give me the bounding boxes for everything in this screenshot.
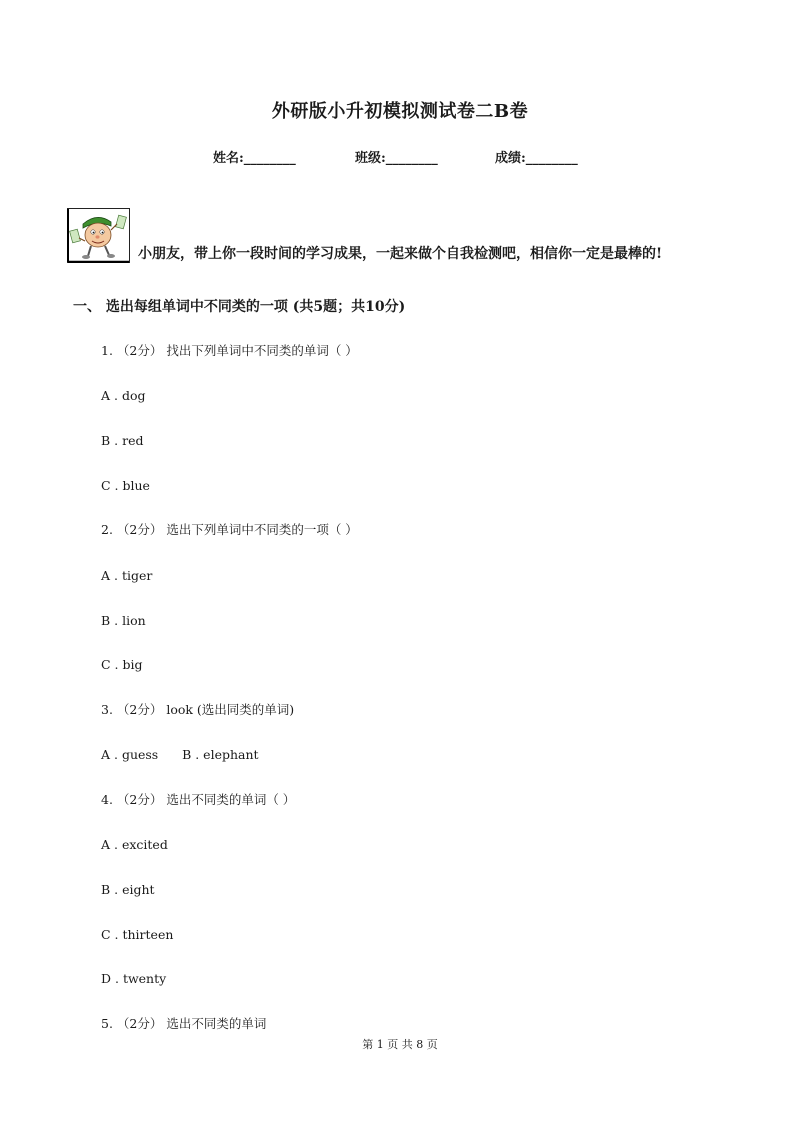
page-footer: 第 1 页 共 8 页 bbox=[362, 1038, 438, 1051]
question-4-option-b[interactable]: B . eight bbox=[101, 882, 155, 897]
question-4-option-a[interactable]: A . excited bbox=[101, 837, 168, 852]
question-1: 1. （2分） 找出下列单词中不同类的单词（ ） bbox=[101, 343, 358, 358]
question-2-option-c[interactable]: C . big bbox=[101, 657, 143, 672]
section-heading: 一、 选出每组单词中不同类的一项 (共5题；共10分) bbox=[73, 299, 406, 315]
question-3: 3. （2分） look (选出同类的单词) bbox=[101, 702, 295, 717]
question-4-option-c[interactable]: C . thirteen bbox=[101, 927, 174, 942]
question-2-option-b[interactable]: B . lion bbox=[101, 613, 146, 628]
class-field: 班级:________ bbox=[355, 151, 438, 166]
mascot-icon bbox=[67, 208, 130, 263]
question-1-option-c[interactable]: C . blue bbox=[101, 478, 150, 493]
question-2: 2. （2分） 选出下列单词中不同类的一项（ ） bbox=[101, 522, 358, 537]
score-field: 成绩:________ bbox=[495, 151, 578, 166]
page-title: 外研版小升初模拟测试卷二B卷 bbox=[271, 101, 529, 122]
question-2-option-a[interactable]: A . tiger bbox=[101, 568, 153, 583]
question-3-options[interactable]: A . guess B . elephant bbox=[101, 747, 259, 762]
question-4: 4. （2分） 选出不同类的单词（ ） bbox=[101, 792, 296, 807]
question-5: 5. （2分） 选出不同类的单词 bbox=[101, 1016, 267, 1031]
question-4-option-d[interactable]: D . twenty bbox=[101, 971, 167, 986]
question-1-option-a[interactable]: A . dog bbox=[101, 388, 146, 403]
name-field: 姓名:________ bbox=[213, 151, 296, 166]
question-1-option-b[interactable]: B . red bbox=[101, 433, 144, 448]
intro-text: 小朋友，带上你一段时间的学习成果，一起来做个自我检测吧，相信你一定是最棒的! bbox=[138, 246, 663, 262]
